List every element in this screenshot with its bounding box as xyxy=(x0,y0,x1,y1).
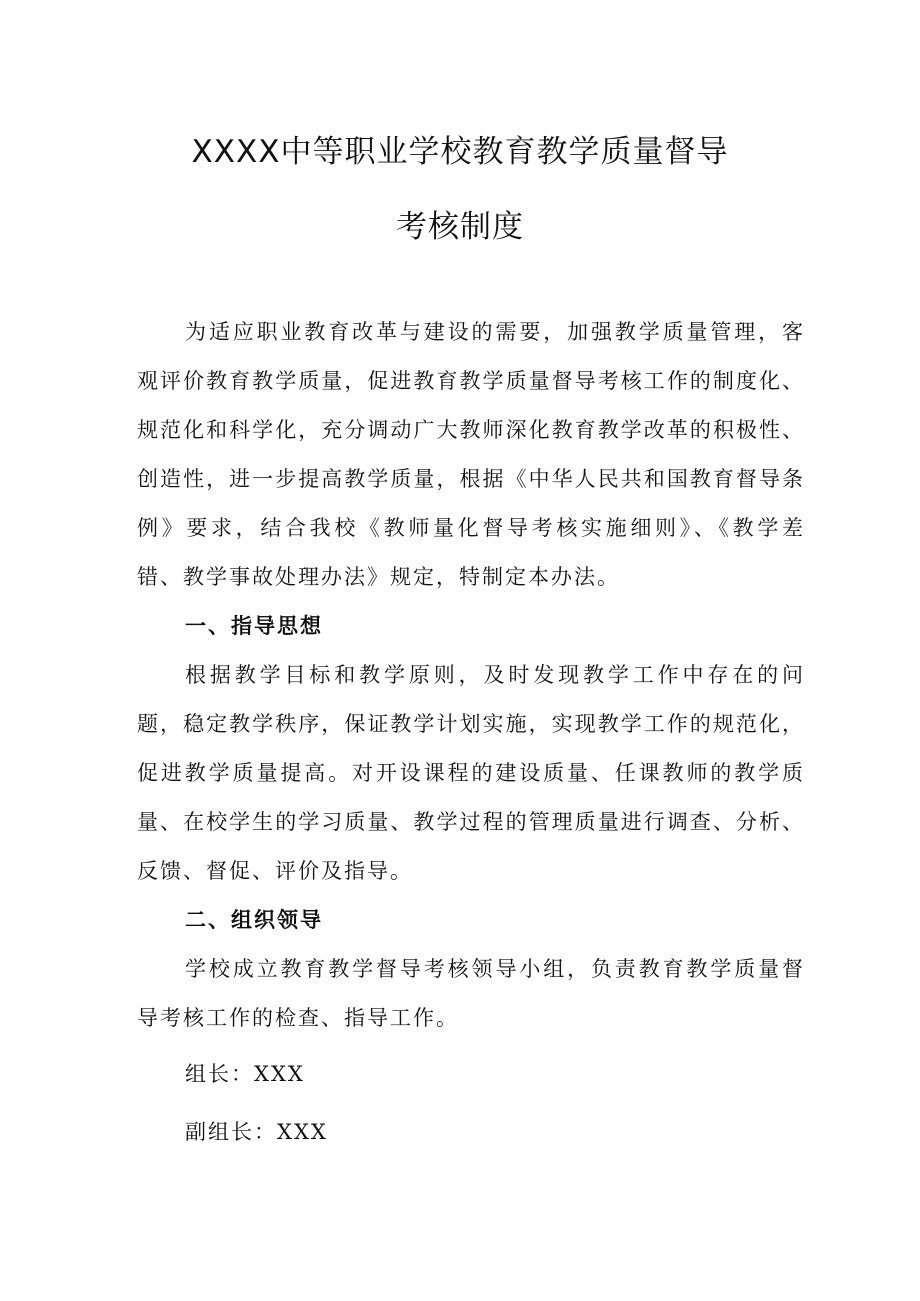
deputy-leader-line: 副组长：XXX xyxy=(185,1120,328,1144)
document-body xyxy=(137,308,805,1159)
section1-heading: 一、指导思想 xyxy=(185,614,323,638)
section2-paragraph: 学校成立教育教学督导考核领导小组，负责教育教学质量督导考核工作的检查、指导工作。 xyxy=(137,957,805,1030)
intro-paragraph: 为适应职业教育改革与建设的需要，加强教学质量管理，客观评价教育教学质量，促进教育教学质量督导考核工作的制度化、规范化和科学化，充分调动广大教师深化教育教学改革的积极性、创造性，进一步提高教学质量，根据《中华人民共和国教育督导条例》要求，结合我校《教师量化督导考核实施细则》、《教学差错、教学事故处理办法》规定，特制定本办法。 xyxy=(137,320,805,589)
section2-heading: 二、组织领导 xyxy=(185,908,323,932)
document-title-line1: XXXX中等职业学校教育教学质量督导 xyxy=(191,134,729,170)
leader-line: 组长：XXX xyxy=(185,1062,305,1086)
document-title-line2: 考核制度 xyxy=(396,209,524,245)
section1-paragraph: 根据教学目标和教学原则，及时发现教学工作中存在的问题，稳定教学秩序，保证教学计划实施，实现教学工作的规范化，促进教学质量提高。对开设课程的建设质量、任课教师的教学质量、在校学生的学习质量、教学过程的管理质量进行调查、分析、反馈、督促、评价及指导。 xyxy=(137,663,805,883)
